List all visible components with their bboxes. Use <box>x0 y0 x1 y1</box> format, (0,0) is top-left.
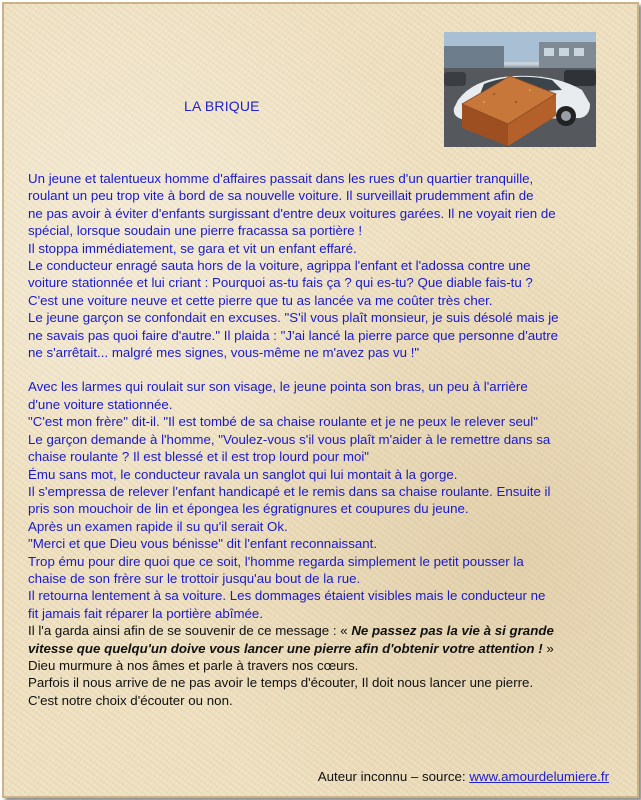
story-body <box>28 170 618 709</box>
story-line: C'est une voiture neuve et cette pierre que tu as lancée va me coûter très cher. <box>28 292 493 308</box>
story-line: Après un examen rapide il su qu'il serait Ok. <box>28 518 288 534</box>
closing-message-line <box>28 622 618 639</box>
story-line: "Merci et que Dieu vous bénisse" dit l'enfant reconnaissant. <box>28 536 378 552</box>
footer-label: Auteur inconnu – source: <box>317 769 470 784</box>
story-line: ne pas avoir à éviter d'enfants surgissant d'entre deux voitures garées. Il ne voyait rien de <box>28 205 556 221</box>
story-title: LA BRIQUE <box>184 98 260 114</box>
story-line: Avec les larmes qui roulait sur son visage, le jeune pointa son bras, un peu à l'arrière <box>28 379 528 395</box>
story-line: Il s'empressa de relever l'enfant handicapé et le remis dans sa chaise roulante. Ensuite il <box>28 483 551 499</box>
closing-intro: Il l'a garda ainsi afin de se souvenir de ce message : « <box>28 623 352 639</box>
paragraph-gap <box>28 361 618 378</box>
closing-message-part-1: Ne passez pas la vie à si grande <box>351 623 554 639</box>
story-line: Un jeune et talentueux homme d'affaires passait dans les rues d'un quartier tranquille, <box>28 171 534 186</box>
closing-message-part-2: vitesse que quelqu'un doive vous lancer une pierre afin d'obtenir votre attention ! <box>28 640 543 656</box>
closing-end-quote: » <box>542 640 554 656</box>
parchment-page <box>2 2 639 798</box>
footer-credit <box>318 769 609 784</box>
closing-line: Parfois il nous arrive de ne pas avoir le temps d'écouter, Il doit nous lancer une pierre. <box>28 675 534 691</box>
story-line: chaise de son frère sur le trottoir jusqu'au bout de la rue. <box>28 570 361 586</box>
story-line: voiture stationnée et lui criant : Pourquoi as-tu fais ça ? qui es-tu? Que diable fais-tu ? <box>28 275 533 291</box>
story-line: ne s'arrêtait... malgré mes signes, vous-même ne m'avez pas vu !" <box>28 345 420 361</box>
story-line: Il retourna lentement à sa voiture. Les dommages étaient visibles mais le conducteur ne <box>28 588 546 604</box>
story-line: Trop ému pour dire quoi que ce soit, l'homme regarda simplement le petit pousser la <box>28 553 524 569</box>
story-line: spécial, lorsque soudain une pierre fracassa sa portière ! <box>28 223 363 239</box>
story-line: "C'est mon frère" dit-il. "Il est tombé de sa chaise roulante et je ne peux le relever seul" <box>28 414 538 430</box>
brick-car-photo-icon <box>444 32 596 147</box>
source-link[interactable]: www.amourdelumiere.fr <box>469 769 609 784</box>
story-line: ne savais pas quoi faire d'autre." Il plaida : "J'ai lancé la pierre parce que personne d'autre <box>28 327 559 343</box>
story-line: Le jeune garçon se confondait en excuses. "S'il vous plaît monsieur, je suis désolé mais je <box>28 310 559 326</box>
story-paragraphs <box>28 170 618 622</box>
story-line: Le conducteur enragé sauta hors de la voiture, agrippa l'enfant et l'adossa contre une <box>28 258 531 274</box>
story-line: chaise roulante ? Il est blessé et il est trop lourd pour moi" <box>28 449 370 465</box>
closing-line: Dieu murmure à nos âmes et parle à travers nos cœurs. <box>28 657 359 673</box>
story-line: pris son mouchoir de lin et épongea les égratignures et coupures du jeune. <box>28 501 469 517</box>
story-line: roulant un peu trop vite à bord de sa nouvelle voiture. Il surveillait prudemment afin de <box>28 188 534 204</box>
closing-message-line <box>28 640 618 657</box>
story-line: Il stoppa immédiatement, se gara et vit un enfant effaré. <box>28 240 357 256</box>
story-line: fit jamais fait réparer la portière abîmée. <box>28 605 264 621</box>
story-line: Ému sans mot, le conducteur ravala un sanglot qui lui montait à la gorge. <box>28 466 458 482</box>
story-line: Le garçon demande à l'homme, "Voulez-vous s'il vous plaît m'aider à le remettre dans sa <box>28 431 551 447</box>
closing-line: C'est notre choix d'écouter ou non. <box>28 692 233 708</box>
story-line: d'une voiture stationnée. <box>28 396 173 412</box>
